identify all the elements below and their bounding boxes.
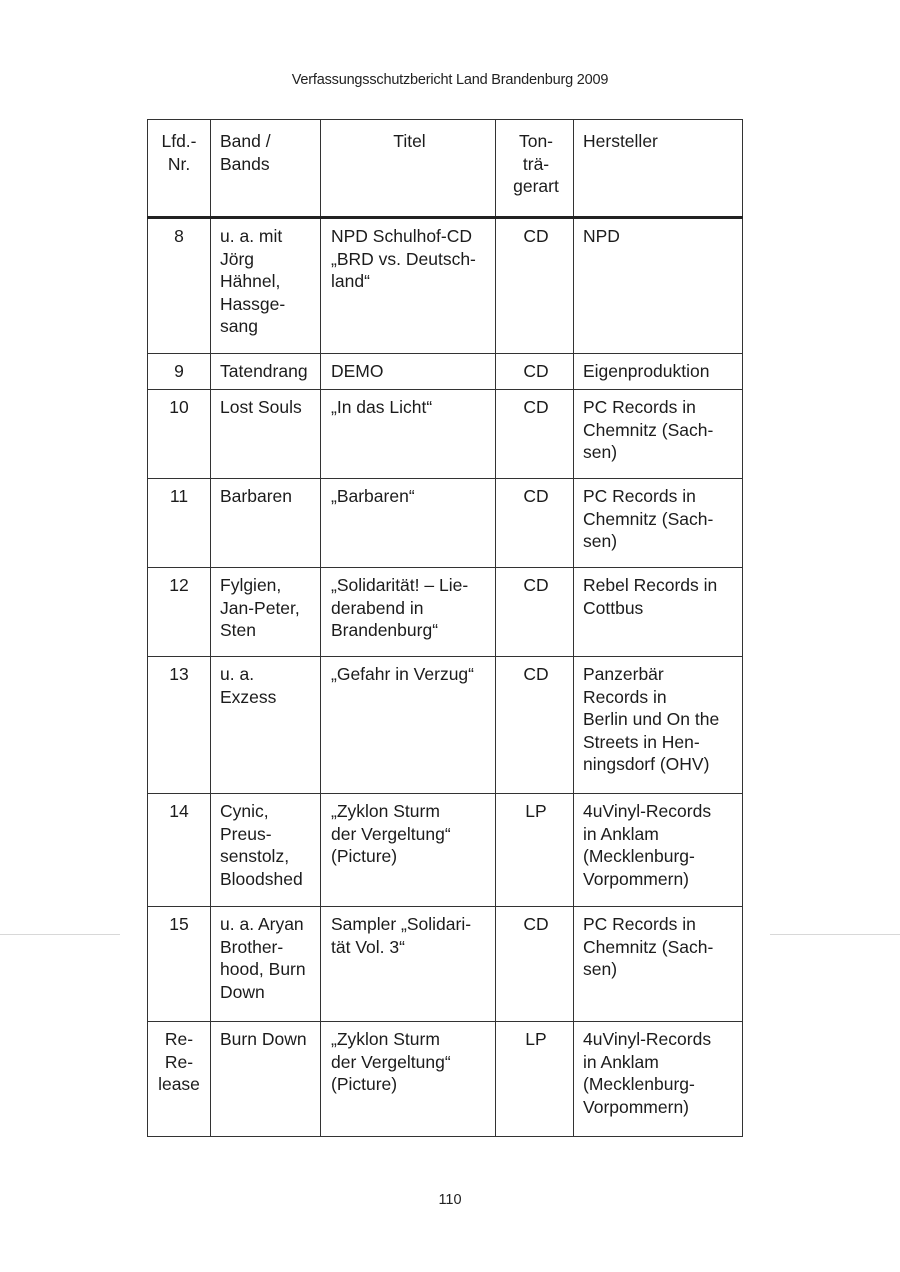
- cell-band: u. a. Exzess: [211, 657, 321, 794]
- cell-titel: „Solidarität! – Lie- derabend in Brandenburg“: [321, 568, 496, 657]
- cell-hersteller: 4uVinyl-Records in Anklam (Mecklenburg- Vorpommern): [574, 1022, 743, 1137]
- cell-titel: „In das Licht“: [321, 390, 496, 479]
- cell-hersteller: Rebel Records in Cottbus: [574, 568, 743, 657]
- cell-titel: Sampler „Solidari- tät Vol. 3“: [321, 907, 496, 1022]
- cell-nr: 8: [148, 218, 211, 354]
- scan-artifact-right: [770, 934, 900, 935]
- cell-hersteller: Eigenproduktion: [574, 354, 743, 390]
- cell-titel: „Barbaren“: [321, 479, 496, 568]
- cell-nr: 11: [148, 479, 211, 568]
- cell-hersteller: 4uVinyl-Records in Anklam (Mecklenburg- Vorpommern): [574, 794, 743, 907]
- cell-tontraeger: CD: [496, 218, 574, 354]
- cell-tontraeger: LP: [496, 794, 574, 907]
- cell-tontraeger: CD: [496, 390, 574, 479]
- cell-titel: DEMO: [321, 354, 496, 390]
- cell-tontraeger: CD: [496, 568, 574, 657]
- cell-tontraeger: CD: [496, 657, 574, 794]
- cell-titel: „Zyklon Sturm der Vergeltung“ (Picture): [321, 1022, 496, 1137]
- cell-hersteller: PC Records in Chemnitz (Sach- sen): [574, 907, 743, 1022]
- column-header-tontraeger: Ton- trä- gerart: [496, 120, 574, 218]
- cell-band: u. a. mit Jörg Hähnel, Hassge- sang: [211, 218, 321, 354]
- cell-band: Lost Souls: [211, 390, 321, 479]
- cell-band: Barbaren: [211, 479, 321, 568]
- cell-tontraeger: CD: [496, 907, 574, 1022]
- page-number: 110: [438, 1192, 462, 1208]
- records-table: [147, 119, 743, 1137]
- cell-band: Fylgien, Jan-Peter, Sten: [211, 568, 321, 657]
- column-header-hersteller: Hersteller: [574, 120, 743, 218]
- cell-nr: 10: [148, 390, 211, 479]
- table-row: [148, 479, 743, 568]
- table-header-row: [148, 120, 743, 218]
- cell-band: Tatendrang: [211, 354, 321, 390]
- table-row: [148, 354, 743, 390]
- cell-tontraeger: CD: [496, 354, 574, 390]
- table-row: [148, 568, 743, 657]
- table-row: [148, 1022, 743, 1137]
- cell-titel: „Gefahr in Verzug“: [321, 657, 496, 794]
- cell-nr: 13: [148, 657, 211, 794]
- table-row: [148, 657, 743, 794]
- table-row: [148, 218, 743, 354]
- cell-nr: 12: [148, 568, 211, 657]
- table-row: [148, 794, 743, 907]
- cell-band: Burn Down: [211, 1022, 321, 1137]
- column-header-titel: Titel: [321, 120, 496, 218]
- cell-tontraeger: LP: [496, 1022, 574, 1137]
- table-row: [148, 390, 743, 479]
- page-header: Verfassungsschutzbericht Land Brandenburg 2009: [291, 72, 609, 88]
- scan-artifact-left: [0, 934, 120, 935]
- cell-nr: 14: [148, 794, 211, 907]
- cell-titel: „Zyklon Sturm der Vergeltung“ (Picture): [321, 794, 496, 907]
- cell-hersteller: NPD: [574, 218, 743, 354]
- cell-band: Cynic, Preus- senstolz, Bloodshed: [211, 794, 321, 907]
- table-row: [148, 907, 743, 1022]
- cell-titel: NPD Schulhof-CD „BRD vs. Deutsch- land“: [321, 218, 496, 354]
- cell-hersteller: Panzerbär Records in Berlin und On the Streets in Hen- ningsdorf (OHV): [574, 657, 743, 794]
- cell-tontraeger: CD: [496, 479, 574, 568]
- cell-band: u. a. Aryan Brother- hood, Burn Down: [211, 907, 321, 1022]
- column-header-band: Band / Bands: [211, 120, 321, 218]
- cell-nr: 9: [148, 354, 211, 390]
- cell-hersteller: PC Records in Chemnitz (Sach- sen): [574, 479, 743, 568]
- column-header-nr: Lfd.- Nr.: [148, 120, 211, 218]
- cell-nr: 15: [148, 907, 211, 1022]
- cell-nr: Re- Re- lease: [148, 1022, 211, 1137]
- cell-hersteller: PC Records in Chemnitz (Sach- sen): [574, 390, 743, 479]
